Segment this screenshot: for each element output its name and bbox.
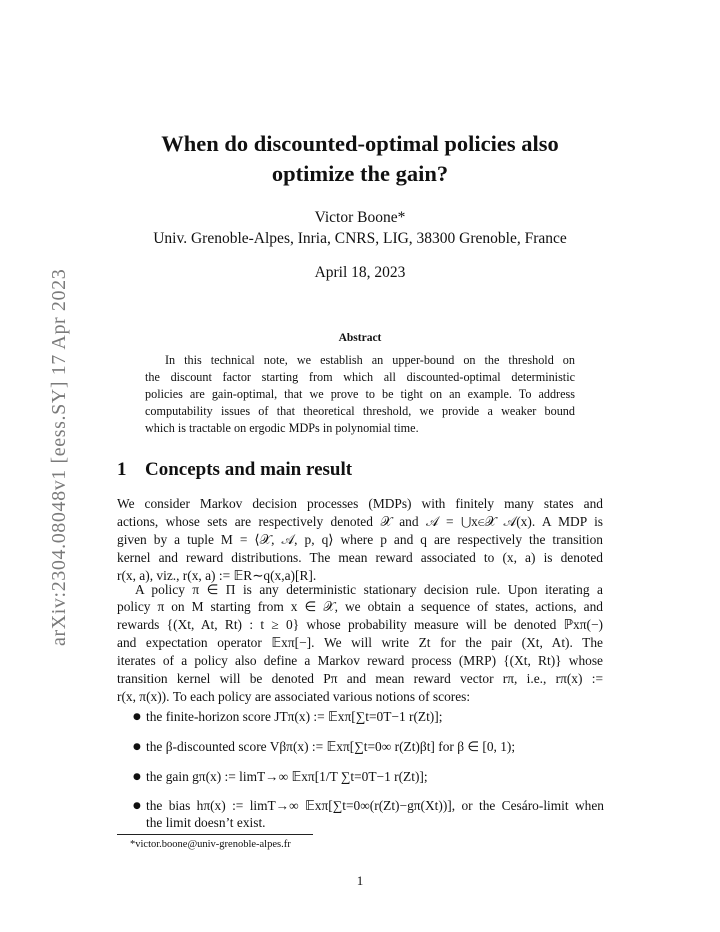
list-item-continuation: the limit doesn’t exist. — [146, 815, 266, 830]
paragraph-line: r(x, a), viz., r(x, a) := 𝔼R∼q(x,a)[R]. — [117, 568, 317, 583]
paragraph-line: and expectation operator 𝔼xπ[−]. We will write Zt for the pair (Xt, At). The — [117, 635, 603, 650]
author-email-footnote: *victor.boone@univ-grenoble-alpes.fr — [130, 839, 291, 850]
paragraph-line: transition kernel will be denoted Pπ and mean reward vector rπ, i.e., rπ(x) := — [117, 671, 603, 686]
title-line: When do discounted-optimal policies also — [161, 131, 559, 156]
abstract-line: the discount factor starting from which all discounted-optimal deterministic — [145, 370, 575, 384]
paragraph-line: r(x, π(x)). To each policy are associated various notions of scores: — [117, 689, 471, 704]
list-item: the finite-horizon score JTπ(x) := 𝔼xπ[∑t=0T−1 r(Zt)]; — [146, 709, 443, 724]
list-item: the gain gπ(x) := limT→∞ 𝔼xπ[1/T ∑t=0T−1 r(Zt)]; — [146, 769, 428, 784]
title-line: optimize the gain? — [271, 161, 449, 186]
bullet-icon: ● — [133, 801, 141, 811]
paragraph-line: policy π on M starting from x ∈ 𝒳, we obtain a sequence of states, actions, and — [117, 599, 603, 614]
paragraph-line: actions, whose sets are respectively denoted 𝒳 and 𝒜 = ⋃x∈𝒳 𝒜(x). A MDP is — [117, 514, 603, 529]
bullet-icon: ● — [133, 712, 141, 722]
paragraph-line: given by a tuple M = ⟨𝒳, 𝒜, p, q⟩ where p and q are respectively the transition — [117, 532, 603, 547]
paragraph-line: rewards {(Xt, At, Rt) : t ≥ 0} whose probability measure will be denoted ℙxπ(−) — [117, 617, 603, 632]
abstract-line: policies are gain-optimal, that we prove to be tight on an example. To address — [145, 387, 575, 401]
footnote-divider — [117, 834, 313, 835]
page-number: 1 — [356, 873, 364, 888]
abstract-heading: Abstract — [338, 332, 382, 344]
bullet-icon: ● — [133, 742, 141, 752]
paragraph-line: iterates of a policy also define a Markov reward process (MRP) {(Xt, Rt)} whose — [117, 653, 603, 668]
bullet-icon: ● — [133, 772, 141, 782]
paper-date: April 18, 2023 — [314, 264, 406, 281]
abstract-line: which is tractable on ergodic MDPs in polynomial time. — [145, 421, 419, 435]
paragraph-line: We consider Markov decision processes (MDPs) with finitely many states and — [117, 496, 603, 511]
author-affiliation: Univ. Grenoble-Alpes, Inria, CNRS, LIG, 38300 Grenoble, France — [153, 230, 567, 247]
list-item: the β-discounted score Vβπ(x) := 𝔼xπ[∑t=0∞ r(Zt)βt] for β ∈ [0, 1); — [146, 739, 516, 754]
section-number: 1 — [117, 459, 127, 480]
section-title: Concepts and main result — [145, 459, 353, 480]
abstract-line: In this technical note, we establish an upper-bound on the threshold on — [165, 353, 575, 367]
author-name: Victor Boone* — [314, 209, 406, 226]
list-item: the bias hπ(x) := limT→∞ 𝔼xπ[∑t=0∞(r(Zt)−gπ(Xt))], or the Cesáro-limit when — [146, 798, 604, 813]
paragraph-line: kernel and reward distributions. The mean reward associated to (x, a) is denoted — [117, 550, 603, 565]
paper-title — [120, 129, 600, 189]
abstract-line: computability issues of that theoretical threshold, we provide a weaker bound — [145, 404, 575, 418]
arxiv-stamp — [18, 216, 70, 646]
section-heading — [117, 458, 352, 482]
paragraph-line: A policy π ∈ Π is any deterministic stationary decision rule. Upon iterating a — [135, 582, 603, 597]
arxiv-identifier: arXiv:2304.08048v1 [eess.SY] 17 Apr 2023 — [48, 268, 70, 646]
